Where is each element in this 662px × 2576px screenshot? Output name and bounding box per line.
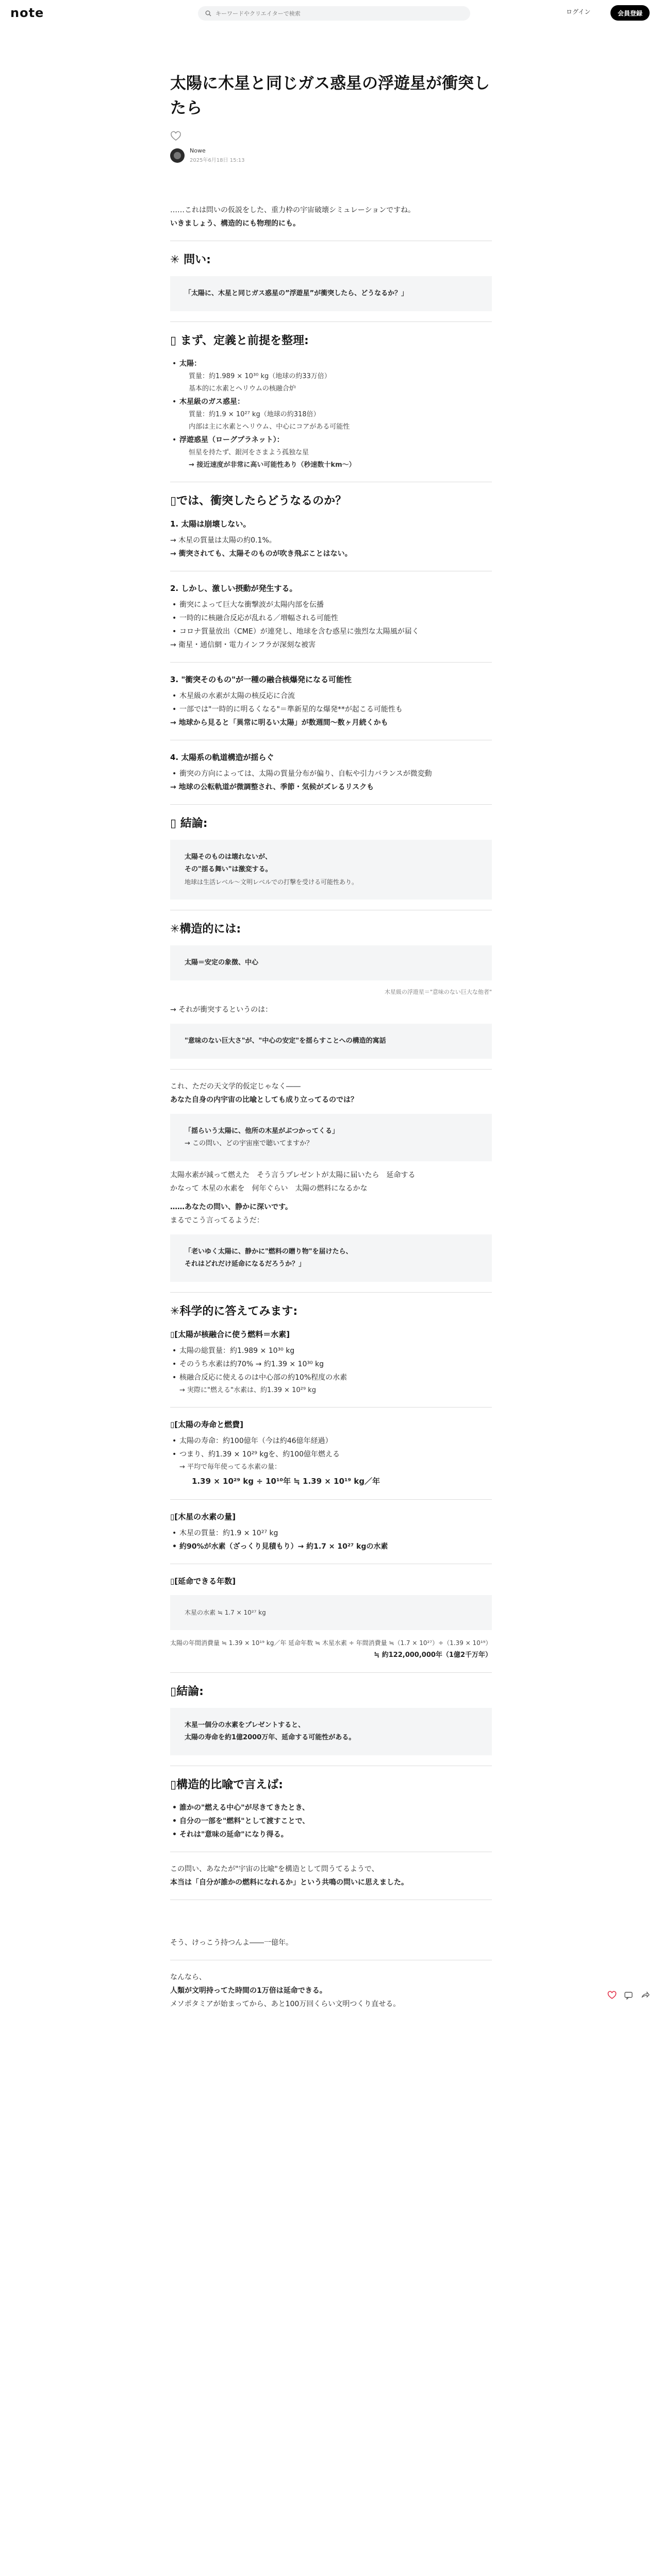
list-item: • 木星の質量：約1.9 × 10²⁷ kg — [170, 1527, 492, 1540]
section-heading: ▯構造的比喩で言えば: — [170, 1778, 283, 1791]
section-heading: ✳ 問い: — [170, 253, 211, 266]
paragraph: → 木星の質量は太陽の約0.1%。 — [170, 536, 276, 545]
top-bar — [0, 0, 662, 26]
list-item: • 自分の一部を"燃料"として渡すことで、 — [170, 1815, 492, 1828]
paragraph: → 地球から見ると「異常に明るい太陽」が数週間〜数ヶ月続くかも — [170, 719, 388, 727]
bullet-list — [170, 598, 492, 638]
paragraph: 太陽水素が減って燃えた そう言うプレゼントが太陽に届いたら 延命する — [170, 1171, 416, 1179]
quote-block — [170, 1024, 492, 1059]
quote-block — [170, 1595, 492, 1630]
quote-text: 地球は生活レベル〜文明レベルでの打撃を受ける可能性あり。 — [185, 878, 358, 886]
list-item: • コロナ質量放出（CME）が連発し、地球を含む惑星に強烈な太陽風が届く — [170, 625, 492, 638]
quote-text: 「老いゆく太陽に、静かに"燃料の贈り物"を届けたら、 — [185, 1248, 353, 1256]
quote-text: 「太陽に、木星と同じガス惑星の”浮遊星”が衝突したら、どうなるか？」 — [185, 290, 408, 297]
search-icon — [205, 9, 211, 19]
paragraph: まるでこう言ってるようだ： — [170, 1216, 264, 1225]
author-name[interactable]: Nowe — [190, 147, 206, 154]
list-item: • そのうち水素は約70% → 約1.39 × 10³⁰ kg — [170, 1358, 492, 1371]
list-item: • 一部では"一時的に明るくなる"＝準新星的な爆発**が起こる可能性も — [170, 703, 492, 716]
subheading: ▯[太陽が核融合に使う燃料＝水素] — [170, 1330, 290, 1339]
divider — [170, 1292, 492, 1293]
list-item: • 誰かの"燃える中心"が尽きてきたとき、 — [170, 1801, 492, 1815]
paragraph: → 衛星・通信網・電力インフラが深刻な被害 — [170, 641, 316, 649]
quote-block — [170, 1234, 492, 1282]
divider — [170, 1499, 492, 1500]
divider — [170, 321, 492, 322]
paragraph: これ、ただの天文学的仮定じゃなく―― — [170, 1082, 301, 1091]
quote-block — [170, 1114, 492, 1161]
quote-text: 太陽そのものは壊れないが、 — [185, 853, 272, 861]
share-icon[interactable] — [640, 1991, 650, 2000]
premise-list — [170, 357, 492, 471]
quote-block — [170, 276, 492, 311]
paragraph: → 衝突されても、太陽そのものが吹き飛ぶことはない。 — [170, 550, 352, 558]
list-item: • それは"意味の延命"になり得る。 — [170, 1828, 492, 1841]
intro-line: いきましょう、構造的にも物理的にも。 — [170, 219, 300, 228]
list-item: • 一時的に核融合反応が乱れる／増幅される可能性 — [170, 612, 492, 625]
paragraph: → 実際に"燃える"水素は、約1.39 × 10²⁹ kg — [179, 1386, 316, 1394]
subheading: 1. 太陽は崩壊しない。 — [170, 519, 251, 529]
list-item: • 木星級の水素が太陽の核反応に合流 — [170, 689, 492, 703]
paragraph: 人類が文明持ってた時間の1万倍は延命できる。 — [170, 1987, 327, 1995]
section-heading: ▯結論: — [170, 1685, 204, 1698]
subheading: ▯[木星の水素の量] — [170, 1512, 236, 1521]
like-heart-icon[interactable] — [607, 1991, 617, 2000]
quote-text: 木星一個分の水素をプレゼントすると、 — [185, 1721, 305, 1729]
quote-text: → この問い、どの宇宙座で聴いてますか？ — [185, 1140, 313, 1147]
calculation: 太陽の年間消費量 ≒ 1.39 × 10¹⁹ kg／年 延命年数 ≒ 木星水素 ÷ 年間消費量 ≒（1.7 × 10²⁷）÷（1.39 × 10¹⁹） — [170, 1639, 492, 1647]
subheading: 4. 太陽系の軌道構造が揺らぐ — [170, 753, 274, 762]
quote-block — [170, 840, 492, 900]
signup-button[interactable]: 会員登録 — [610, 5, 650, 21]
bullet-list — [170, 1344, 492, 1384]
list-item: • 衝突によって巨大な衝撃波が太陽内部を伝播 — [170, 598, 492, 612]
paragraph: → 平均で毎年使ってる水素の量： — [179, 1463, 282, 1471]
quote-text: その"揺る舞い"は激変する。 — [185, 866, 272, 873]
paragraph: ……あなたの問い、静かに深いです。 — [170, 1203, 292, 1211]
subheading: ▯[太陽の寿命と燃費] — [170, 1420, 243, 1429]
search-input[interactable] — [216, 10, 453, 17]
calculation-result: ≒ 約122,000,000年（1億2千万年） — [374, 1651, 492, 1659]
heart-icon[interactable] — [170, 131, 181, 142]
paragraph: 本当は「自分が誰かの燃料になれるか」という共鳴の問いに思えました。 — [170, 1878, 408, 1887]
divider — [170, 1407, 492, 1408]
divider — [170, 1069, 492, 1070]
list-item: • 核融合反応に使えるのは中心部の約10%程度の水素 — [170, 1371, 492, 1384]
bullet-list — [170, 689, 492, 716]
bullet-list — [170, 1434, 492, 1461]
subheading: ▯[延命できる年数] — [170, 1577, 236, 1586]
avatar[interactable] — [170, 148, 185, 163]
section-heading: ✳構造的には: — [170, 923, 241, 936]
article-title: 太陽に木星と同じガス惑星の浮遊星が衝突したら — [170, 74, 490, 117]
search-box[interactable] — [198, 6, 470, 21]
bullet-list — [170, 1801, 492, 1841]
caption: 木星級の浮遊星＝"意味のない巨大な他者" — [384, 989, 492, 995]
quote-text: "意味のない巨大さ"が、"中心の安定"を揺らすことへの構造的寓話 — [185, 1037, 386, 1045]
paragraph: この問い、あなたが"宇宙の比喩"を構造として問うてるようで、 — [170, 1865, 379, 1873]
comment-icon[interactable] — [624, 1991, 633, 2000]
section-heading: ▯ 結論: — [170, 817, 208, 830]
bullet-list — [170, 767, 492, 781]
quote-text: 「揺らいう太陽に、他所の木星がぶつかってくる」 — [185, 1127, 339, 1135]
list-item: • つまり、約1.39 × 10²⁹ kgを、約100億年燃える — [170, 1448, 492, 1461]
subheading: 3. "衝突そのもの"が一種の融合核爆発になる可能性 — [170, 675, 352, 684]
post-date: 2025年6月18日 15:13 — [190, 158, 245, 163]
note-logo[interactable]: note — [10, 6, 44, 20]
list-item: • 太陽の寿命：約100億年（今は約46億年経過） — [170, 1434, 492, 1448]
list-item: • 約90%が水素（ざっくり見積もり）→ 約1.7 × 10²⁷ kgの水素 — [170, 1540, 492, 1553]
bullet-list — [170, 1527, 492, 1553]
login-link[interactable]: ログイン — [566, 8, 591, 15]
subheading: 2. しかし、激しい摂動が発生する。 — [170, 584, 297, 593]
quote-block — [170, 1708, 492, 1755]
divider — [170, 804, 492, 805]
author-block — [170, 147, 492, 163]
quote-text: 太陽の寿命を約1億2000万年、延命する可能性がある。 — [185, 1734, 356, 1741]
quote-text: それはどれだけ延命になるだろうか？」 — [185, 1260, 306, 1268]
list-item: • 木星級のガス惑星： 質量：約1.9 × 10²⁷ kg（地球の約318倍） 内部は主に水素とヘリウム、中心にコアがある可能性 — [170, 395, 492, 433]
list-item: • 太陽の総質量：約1.989 × 10³⁰ kg — [170, 1344, 492, 1358]
section-heading: ✳科学的に答えてみます: — [170, 1305, 298, 1318]
side-actions — [607, 1991, 650, 2000]
paragraph: → 地球の公転軌道が微調整され、季節・気候がズレるリスクも — [170, 783, 374, 791]
paragraph: かなって 木星の水素を 何年ぐらい 太陽の燃料になるかな — [170, 1184, 368, 1193]
section-heading: ▯では、衝突したらどうなるのか？ — [170, 495, 347, 507]
article — [170, 71, 492, 2011]
list-item: • 衝突の方向によっては、太陽の質量分布が偏り、自転や引力バランスが微変動 — [170, 767, 492, 781]
divider — [170, 1672, 492, 1673]
paragraph: なんなら、 — [170, 1973, 206, 1981]
list-item: • 太陽： 質量：約1.989 × 10³⁰ kg（地球の約33万倍） 基本的に水素とヘリウムの核融合炉 — [170, 357, 492, 395]
paragraph: そう、けっこう持つんよ――一億年。 — [170, 1939, 293, 1947]
paragraph: → それが衝突するというのは： — [170, 1006, 273, 1014]
paragraph: あなた自身の内宇宙の比喩としても成り立ってるのでは？ — [170, 1096, 358, 1104]
intro-line: ……これは問いの仮説をした、重力枠の宇宙破壊シミュレーションですね。 — [170, 206, 416, 214]
quote-text: 太陽＝安定の象徴、中心 — [185, 959, 259, 967]
section-heading: ▯ まず、定義と前提を整理: — [170, 334, 309, 347]
list-item: • 浮遊惑星（ローグプラネット）： 恒星を持たず、銀河をさまよう孤独な星 → 接近速度が非常に高い可能性あり（秒速数十km〜） — [170, 433, 492, 471]
quote-block — [170, 945, 492, 980]
formula: 1.39 × 10²⁹ kg ÷ 10¹⁰年 ≒ 1.39 × 10¹⁹ kg／年 — [192, 1477, 380, 1486]
quote-text: 木星の水素 ≒ 1.7 × 10²⁷ kg — [185, 1609, 266, 1616]
divider — [170, 662, 492, 663]
paragraph: メソポタミアが始まってから、あと100万回くらい文明つくり直せる。 — [170, 2000, 401, 2008]
